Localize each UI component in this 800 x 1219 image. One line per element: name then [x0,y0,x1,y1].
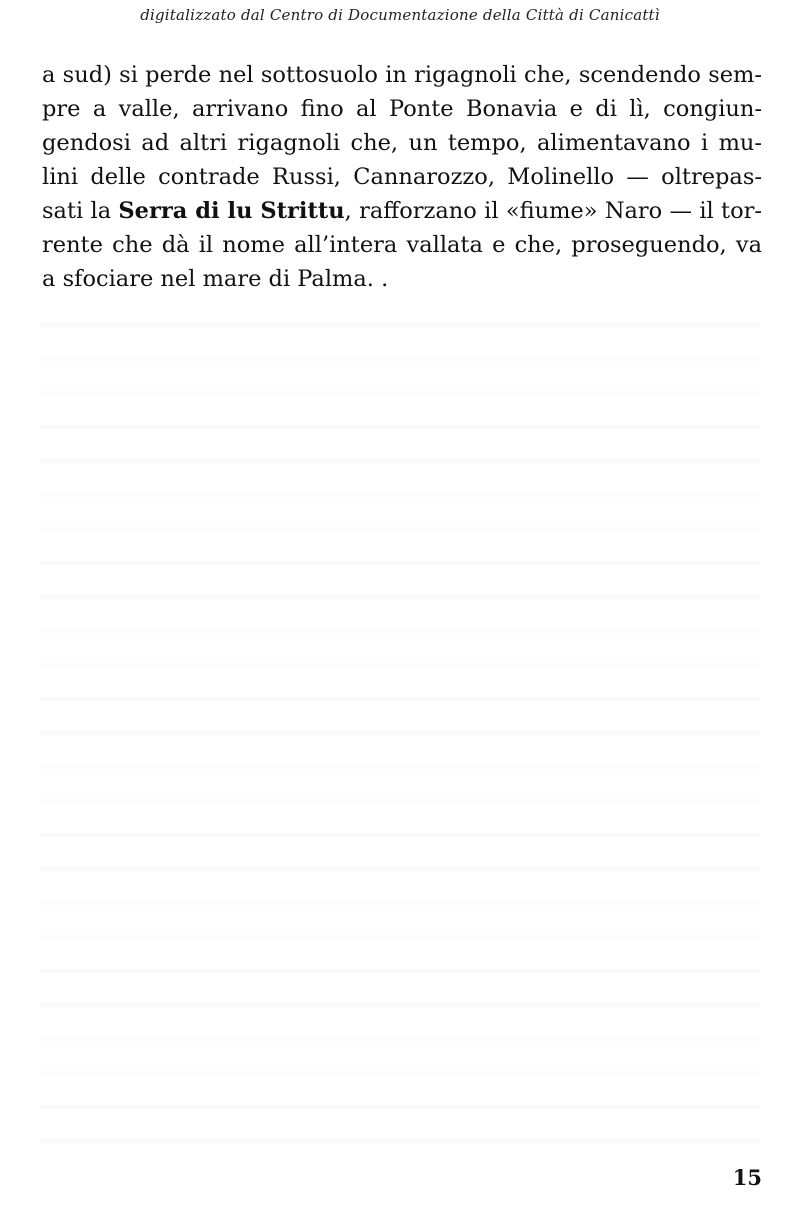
text-line: gendosi ad altri rigagnoli che, un tempo, alimentavano i mu- [42,130,762,156]
place-name-bold: Serra di lu Strittu [118,198,345,224]
page-header: digitalizzato dal Centro di Documentazione della Città di Canicattì [140,6,660,24]
text-segment: sati la [42,198,119,224]
text-line: a sfociare nel mare di Palma. . [42,266,389,292]
body-paragraph [42,58,762,296]
bleed-through-background [40,300,760,1150]
text-line: a sud) si perde nel sottosuolo in rigagnoli che, scendendo sem- [42,62,762,88]
text-line: pre a valle, arrivano fino al Ponte Bonavia e di lì, congiun- [42,96,762,122]
text-segment: , rafforzano il «fiume» Naro — il tor- [344,198,762,224]
text-line: lini delle contrade Russi, Cannarozzo, Molinello — oltrepas- [42,164,762,190]
page-number: 15 [732,1165,762,1190]
text-line: rente che dà il nome all’intera vallata e che, proseguendo, va [42,232,762,258]
text-line [42,194,762,228]
